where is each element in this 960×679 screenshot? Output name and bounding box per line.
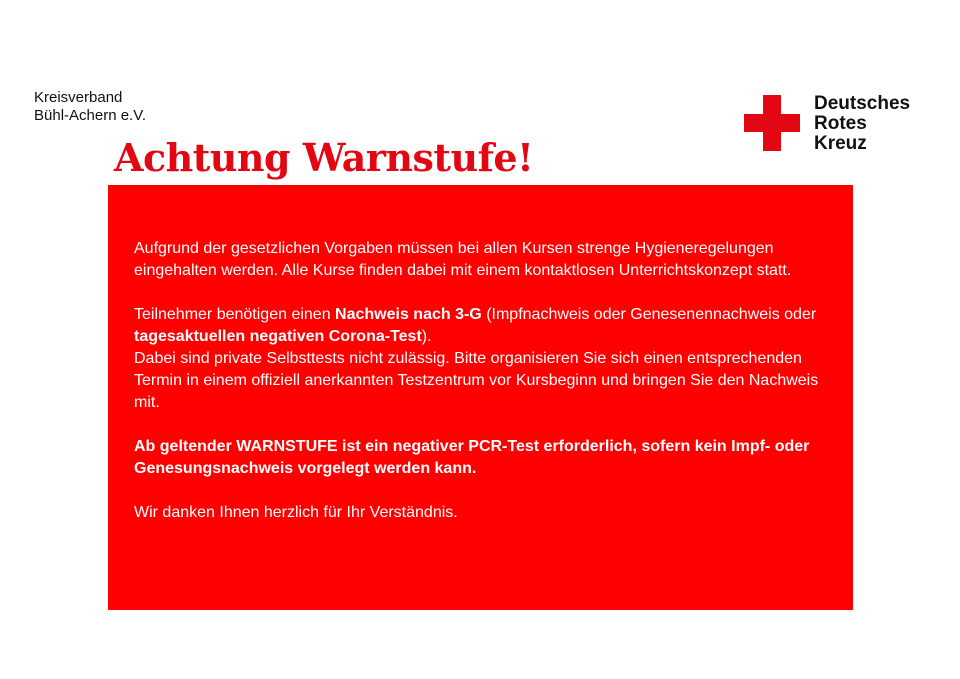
notice-p2-bold-1: Nachweis nach 3-G [335,306,482,323]
notice-p2-text-3: ). [421,328,432,345]
logo-wordmark [814,94,910,154]
organization-line-2: Bühl-Achern e.V. [34,107,147,124]
logo-line-2: Rotes [814,113,867,134]
page-title: Achtung Warnstufe! [114,135,534,180]
organization-name [34,89,146,125]
notice-warning-text: Ab geltender WARNSTUFE ist ein negativer PCR-Test erforderlich, sofern kein Impf- oder Genesungsnachweis vorgelegt werden kann. [134,438,810,477]
notice-paragraph-3 [134,436,834,480]
organization-line-1: Kreisverband [34,89,123,106]
red-cross-icon [744,95,800,151]
notice-p2-line-2: Dabei sind private Selbsttests nicht zulässig. Bitte organisieren Sie sich einen entsprechenden Termin in einem offiziell anerkannten Testzentrum vor Kursbeginn und bringen Sie den Nachweis mit. [134,350,819,411]
notice-paragraph-4: Wir danken Ihnen herzlich für Ihr Verständnis. [134,504,458,521]
notice-paragraph-1: Aufgrund der gesetzlichen Vorgaben müssen bei allen Kursen strenge Hygieneregelungen eingehalten werden. Alle Kurse finden dabei mit einem kontaktlosen Unterrichtskonzept statt. [134,240,792,279]
logo-line-3: Kreuz [814,133,867,154]
drk-logo [744,95,934,155]
notice-p2-text-2: (Impfnachweis oder Genesenennachweis oder [481,306,817,323]
notice-paragraph-2 [134,304,834,414]
logo-line-1: Deutsches [814,93,911,114]
notice-text [134,238,834,546]
notice-p2-text-1: Teilnehmer benötigen einen [134,306,336,323]
notice-panel [108,185,853,610]
notice-p2-bold-2: tagesaktuellen negativen Corona-Test [134,328,422,345]
